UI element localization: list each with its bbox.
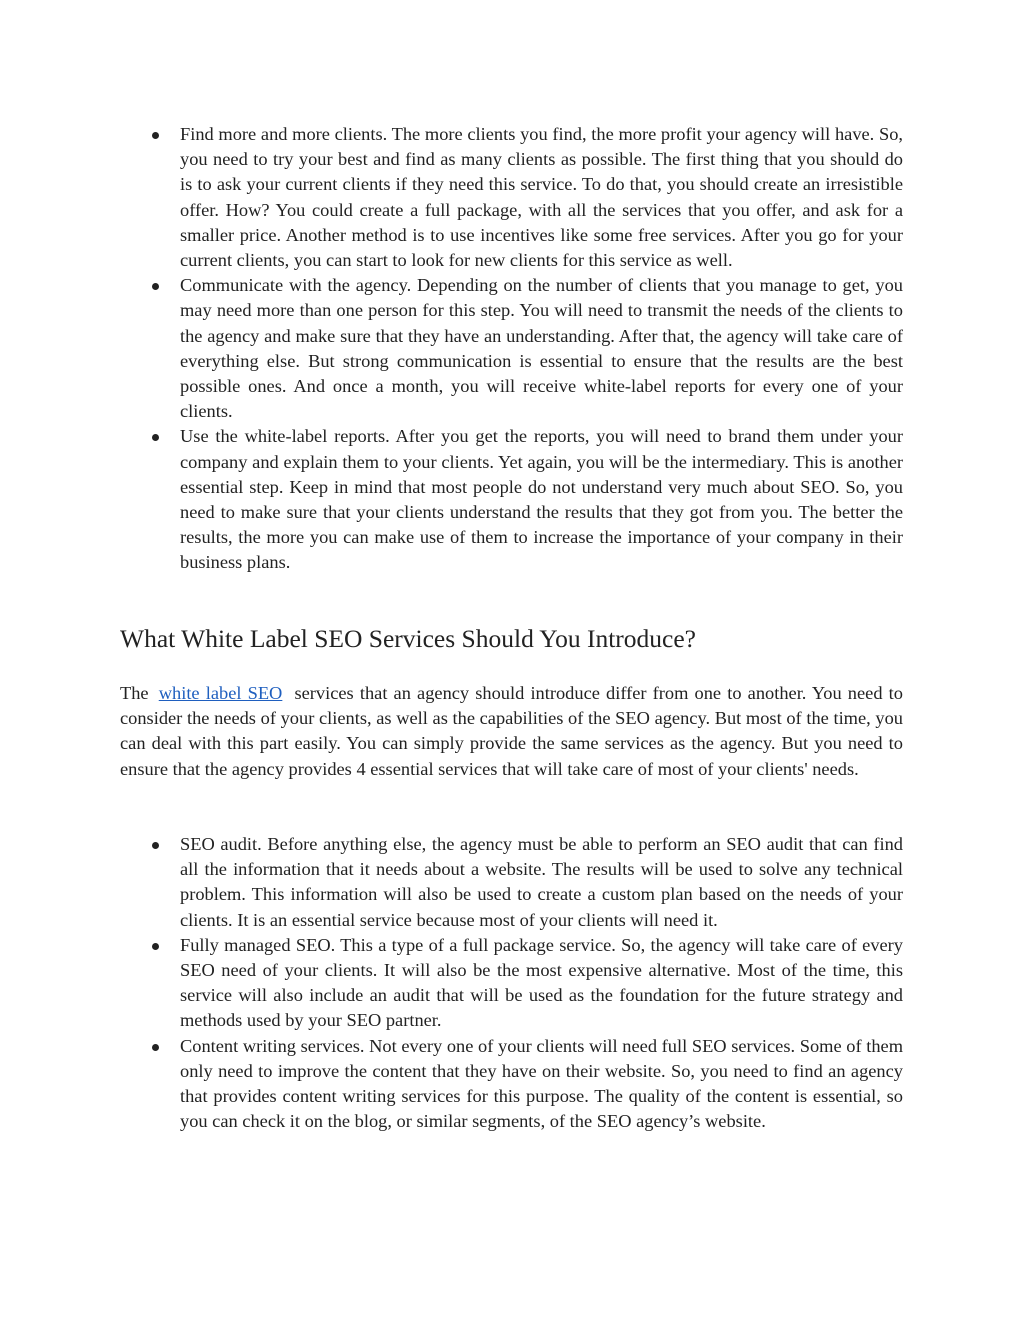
list-item-text: Use the white-label reports. After you get the reports, you will need to brand them under your company and explain them to your clients. Yet again, you will be the intermediary. This is another essential step. Keep in mind that most people do not understand very much about SEO. So, you need to make sure that your clients understand the results that they got from you. The better the results, the more you can make use of them to increase the importance of your company in their business plans.: [180, 426, 903, 573]
list-item-text: SEO audit. Before anything else, the agency must be able to perform an SEO audit that can find all the information that it needs about a website. The results will be used to solve any technical problem. This information will also be used to create a custom plan based on the needs of your clients. It is an essential service because most of your clients will need it.: [180, 834, 903, 930]
bullet-list-services: [180, 832, 903, 1134]
bullet-icon: [152, 434, 159, 441]
bullet-icon: [152, 132, 159, 139]
list-item: [180, 273, 903, 424]
bullet-icon: [152, 1044, 159, 1051]
paragraph-text-before-link: The: [120, 683, 149, 703]
bullet-icon: [152, 842, 159, 849]
list-item: [180, 933, 903, 1034]
white-label-seo-link[interactable]: white label SEO: [158, 683, 283, 703]
paragraph-text-after-link: services that an agency should introduce differ from one to another. You need to consider the needs of your clients, as well as the capabilities of the SEO agency. But most of the time, you can deal with this part easily. You can simply provide the same services as the agency. But you need to ensure that the agency provides 4 essential services that will take care of most of your clients' needs.: [120, 683, 903, 779]
bullet-list-steps: [180, 122, 903, 576]
list-item: [180, 122, 903, 273]
list-item: [180, 1034, 903, 1135]
list-item: [180, 832, 903, 933]
list-item-text: Find more and more clients. The more clients you find, the more profit your agency will have. So, you need to try your best and find as many clients as possible. The first thing that you should do is to ask your current clients if they need this service. To do that, you should create an irresistible offer. How? You could create a full package, with all the services that you offer, and ask for a smaller price. Another method is to use incentives like some free services. After you go for your current clients, you can start to look for new clients for this service as well.: [180, 124, 903, 271]
bullet-icon: [152, 943, 159, 950]
list-item: [180, 424, 903, 575]
intro-paragraph: [120, 681, 903, 782]
list-item-text: Fully managed SEO. This a type of a full package service. So, the agency will take care of every SEO need of your clients. It will also be the most expensive alternative. Most of the time, this service will also include an audit that will be used as the foundation for the future strategy and methods used by your SEO partner.: [180, 934, 903, 1031]
list-item-text: Communicate with the agency. Depending on the number of clients that you manage to get, you may need more than one person for this step. You will need to transmit the needs of the clients to the agency and make sure that they have an understanding. After that, the agency will take care of everything else. But strong communication is essential to ensure that the results are the best possible ones. And once a month, you will receive white-label reports for every one of your clients.: [180, 275, 903, 422]
list-item-text: Content writing services. Not every one of your clients will need full SEO services. Some of them only need to improve the content that they have on their website. So, you need to find an agency that provides content writing services for this purpose. The quality of the content is essential, so you can check it on the blog, or similar segments, of the SEO agency’s website.: [180, 1035, 903, 1132]
bullet-icon: [152, 283, 159, 290]
section-heading: What White Label SEO Services Should You Introduce?: [120, 624, 697, 653]
